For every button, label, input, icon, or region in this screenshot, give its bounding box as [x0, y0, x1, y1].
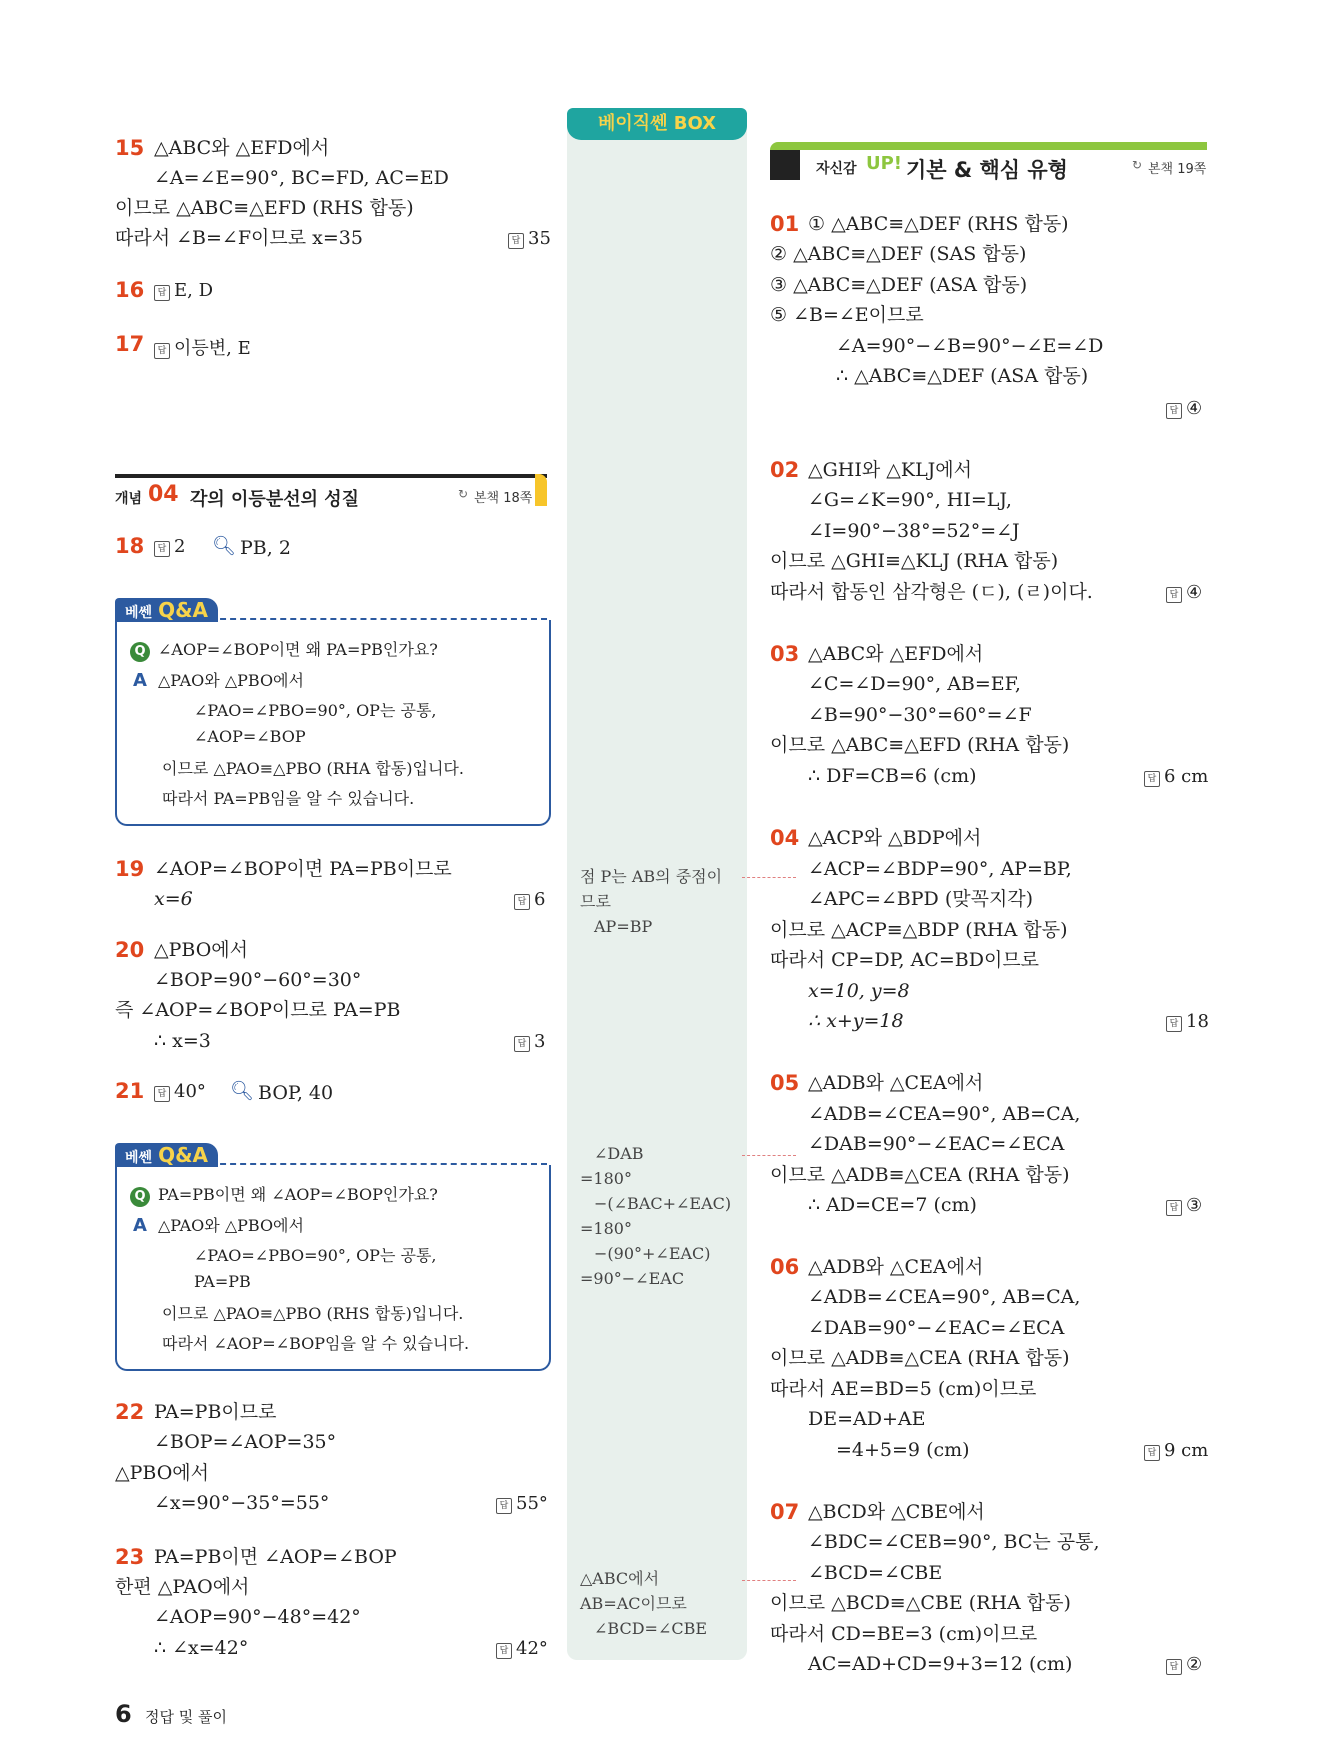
qa-question: Q PA=PB이면 왜 ∠AOP=∠BOP인가요?: [130, 1182, 438, 1207]
header-ref: 본책 19쪽: [1148, 162, 1207, 177]
qa-badge: 베쎈 Q&A: [115, 1143, 218, 1167]
answer: 답 6 cm: [1144, 766, 1208, 787]
hint: BOP, 40: [258, 1082, 334, 1104]
box-note-line: 므로: [580, 892, 611, 911]
solution-line: ∠ADB=∠CEA=90°, AB=CA,: [808, 1286, 1081, 1308]
qa-answer-line: A △PAO와 △PBO에서: [130, 1213, 304, 1236]
solution-line: △PBO에서: [115, 1462, 209, 1484]
concept-ref: 본책 18쪽: [474, 491, 533, 506]
answer: 답 2: [154, 536, 185, 557]
problem-number: 19: [115, 857, 145, 881]
answer-icon: 답: [1166, 1659, 1182, 1675]
answer-icon: 답: [496, 1498, 512, 1514]
problem-number: 22: [115, 1400, 145, 1424]
connector-line: [742, 1155, 796, 1156]
solution-line: ∴ △ABC≡△DEF (ASA 합동): [836, 365, 1089, 387]
qa-answer-line: ∠AOP=∠BOP: [194, 727, 306, 746]
a-icon: A: [133, 670, 147, 691]
box-note-line: △ABC에서: [580, 1569, 660, 1588]
solution-line: ⑤ ∠B=∠E이므로: [770, 304, 924, 326]
answer: 답 9 cm: [1144, 1440, 1208, 1461]
solution-line: x=10, y=8: [808, 980, 910, 1002]
solution-line: ② △ABC≡△DEF (SAS 합동): [770, 243, 1027, 265]
answer-icon: 답: [154, 343, 170, 359]
solution-line: AC=AD+CD=9+3=12 (cm): [808, 1653, 1073, 1675]
box-note-line: AB=AC이므로: [580, 1594, 687, 1613]
header-up: UP!: [866, 153, 903, 174]
solution-line: ∠BOP=90°−60°=30°: [154, 969, 362, 991]
qa-answer-line: 이므로 △PAO≡△PBO (RHA 합동)입니다.: [162, 759, 464, 778]
solution-line: ∠B=90°−30°=60°=∠F: [808, 704, 1032, 726]
problem-number: 15: [115, 136, 145, 160]
qa-answer-line: A △PAO와 △PBO에서: [130, 668, 304, 691]
answer: 답 ③: [1166, 1195, 1202, 1216]
solution-line: 따라서 CP=DP, AC=BD이므로: [770, 949, 1040, 971]
solution-line: ∠ADB=∠CEA=90°, AB=CA,: [808, 1103, 1081, 1125]
box-note-line: ∠BCD=∠CBE: [594, 1619, 708, 1638]
hint: PB, 2: [240, 537, 291, 559]
box-note-line: −(90°+∠EAC): [594, 1244, 711, 1263]
qa-answer-line: 따라서 ∠AOP=∠BOP임을 알 수 있습니다.: [162, 1334, 470, 1353]
box-note-line: ∠DAB: [594, 1144, 644, 1163]
solution-line: 따라서 합동인 삼각형은 (ㄷ), (ㄹ)이다.: [770, 581, 1093, 603]
problem-number: 18: [115, 534, 145, 558]
answer-icon: 답: [514, 894, 530, 910]
q-icon: Q: [130, 642, 150, 662]
solution-line: DE=AD+AE: [808, 1408, 926, 1430]
solution-line: ∠AOP=90°−48°=42°: [154, 1606, 361, 1628]
solution-line: PA=PB이므로: [154, 1401, 277, 1423]
answer-icon: 답: [1166, 587, 1182, 603]
header-small: 자신감: [816, 161, 857, 177]
answer-icon: 답: [1166, 1016, 1182, 1032]
solution-line: 이므로 △BCD≡△CBE (RHA 합동): [770, 1592, 1071, 1614]
answer: 답 18: [1166, 1011, 1209, 1032]
connector-line: [742, 1580, 796, 1581]
problem-number: 17: [115, 332, 145, 356]
solution-line: △BCD와 △CBE에서: [808, 1501, 985, 1523]
solution-line: ③ △ABC≡△DEF (ASA 합동): [770, 274, 1028, 296]
answer-icon: 답: [1166, 403, 1182, 419]
solution-line: ∠I=90°−38°=52°=∠J: [808, 520, 1020, 542]
solution-line: ∠C=∠D=90°, AB=EF,: [808, 673, 1021, 695]
answer-icon: 답: [514, 1036, 530, 1052]
solution-line: ∠BOP=∠AOP=35°: [154, 1431, 337, 1453]
solution-line: ∴ AD=CE=7 (cm): [808, 1194, 977, 1216]
answer: 답 ④: [1166, 582, 1202, 603]
solution-line: x=6: [154, 888, 193, 910]
solution-line: ∠ACP=∠BDP=90°, AP=BP,: [808, 858, 1072, 880]
box-title: 베이직쎈 BOX: [567, 108, 747, 140]
solution-line: △PBO에서: [154, 939, 248, 961]
concept-header-accent: [535, 474, 547, 506]
solution-line: △ABC와 △EFD에서: [808, 643, 984, 665]
solution-line: 따라서 AE=BD=5 (cm)이므로: [770, 1378, 1037, 1400]
solution-line: 따라서 ∠B=∠F이므로 x=35: [115, 227, 363, 249]
answer-icon: 답: [1144, 771, 1160, 787]
box-note-line: −(∠BAC+∠EAC): [594, 1194, 732, 1213]
solution-line: 이므로 △ADB≡△CEA (RHA 합동): [770, 1347, 1070, 1369]
problem-number: 03: [770, 642, 800, 666]
solution-line: ∠A=∠E=90°, BC=FD, AC=ED: [154, 167, 449, 189]
solution-line: △ABC와 △EFD에서: [154, 137, 330, 159]
solution-line: 즉 ∠AOP=∠BOP이므로 PA=PB: [115, 999, 401, 1021]
solution-line: △ADB와 △CEA에서: [808, 1072, 984, 1094]
qa-answer-line: ∠PAO=∠PBO=90°, OP는 공통,: [194, 1246, 437, 1265]
solution-line: 이므로 △ABC≡△EFD (RHS 합동): [115, 197, 414, 219]
solution-line: 이므로 △ADB≡△CEA (RHA 합동): [770, 1164, 1070, 1186]
answer-icon: 답: [496, 1643, 512, 1659]
box-note-line: =180°: [580, 1169, 632, 1188]
solution-line: ∠AOP=∠BOP이면 PA=PB이므로: [154, 858, 452, 880]
solution-line: ∠BCD=∠CBE: [808, 1562, 943, 1584]
answer: 답 6: [514, 889, 545, 910]
problem-number: 23: [115, 1545, 145, 1569]
qa-answer-line: PA=PB: [194, 1272, 251, 1291]
qa-question: Q ∠AOP=∠BOP이면 왜 PA=PB인가요?: [130, 637, 438, 662]
answer: 답 42°: [496, 1638, 548, 1659]
problem-number: 02: [770, 458, 800, 482]
solution-line: ∠DAB=90°−∠EAC=∠ECA: [808, 1317, 1065, 1339]
solution-line: =4+5=9 (cm): [836, 1439, 970, 1461]
problem-number: 06: [770, 1255, 800, 1279]
solution-line: ∴ x=3: [154, 1030, 211, 1052]
answer: 답 35: [508, 228, 551, 249]
answer-icon: 답: [154, 1086, 170, 1102]
solution-line: △GHI와 △KLJ에서: [808, 459, 973, 481]
problem-number: 20: [115, 938, 145, 962]
answer-icon: 답: [154, 541, 170, 557]
solution-line: ∠DAB=90°−∠EAC=∠ECA: [808, 1133, 1065, 1155]
page-number: 6: [115, 1700, 132, 1728]
problem-number: 07: [770, 1500, 800, 1524]
solution-line: 한편 △PAO에서: [115, 1576, 250, 1598]
solution-line: 이므로 △ABC≡△EFD (RHA 합동): [770, 734, 1070, 756]
section-header-bar: [770, 142, 1207, 150]
problem-number: 21: [115, 1079, 145, 1103]
qa-badge: 베쎈 Q&A: [115, 598, 218, 622]
box-note-line: =90°−∠EAC: [580, 1269, 685, 1288]
refresh-icon: ↻: [1132, 158, 1143, 172]
box-note-line: AP=BP: [594, 917, 653, 936]
section-header-block: [770, 150, 800, 180]
problem-number: 01: [770, 212, 800, 236]
magnifier-icon: 🔍︎: [212, 535, 237, 557]
box-note-line: =180°: [580, 1219, 632, 1238]
answer-icon: 답: [1166, 1200, 1182, 1216]
solution-line: 이므로 △GHI≡△KLJ (RHA 합동): [770, 550, 1059, 572]
refresh-icon: ↻: [458, 487, 469, 501]
solution-line: 이므로 △ACP≡△BDP (RHA 합동): [770, 919, 1068, 941]
solution-line: ① △ABC≡△DEF (RHS 합동): [808, 213, 1069, 235]
answer-icon: 답: [508, 233, 524, 249]
solution-line: ∠APC=∠BPD (맞꼭지각): [808, 888, 1034, 910]
header-title: 기본 & 핵심 유형: [906, 158, 1068, 182]
solution-line: ∴ ∠x=42°: [154, 1637, 249, 1659]
qa-answer-line: ∠PAO=∠PBO=90°, OP는 공통,: [194, 701, 437, 720]
answer: 답 ④: [1166, 398, 1202, 419]
qa-answer-line: 이므로 △PAO≡△PBO (RHS 합동)입니다.: [162, 1304, 464, 1323]
magnifier-icon: 🔍︎: [230, 1080, 255, 1102]
answer: 답 3: [514, 1031, 545, 1052]
solution-line: 따라서 CD=BE=3 (cm)이므로: [770, 1623, 1038, 1645]
answer: 답 이등변, E: [154, 334, 251, 360]
concept-header-topline: [115, 474, 547, 478]
answer: 답 55°: [496, 1493, 548, 1514]
answer: 답 E, D: [154, 280, 213, 301]
problem-number: 05: [770, 1071, 800, 1095]
q-icon: Q: [130, 1187, 150, 1207]
solution-line: ∠A=90°−∠B=90°−∠E=∠D: [836, 335, 1104, 357]
answer: 답 40°: [154, 1081, 206, 1102]
solution-line: ∠G=∠K=90°, HI=LJ,: [808, 489, 1012, 511]
a-icon: A: [133, 1215, 147, 1236]
concept-label: 개념: [115, 491, 143, 507]
solution-line: ∠BDC=∠CEB=90°, BC는 공통,: [808, 1531, 1100, 1553]
answer-icon: 답: [1144, 1445, 1160, 1461]
solution-line: △ADB와 △CEA에서: [808, 1256, 984, 1278]
solution-line: ∠x=90°−35°=55°: [154, 1492, 330, 1514]
connector-line: [742, 877, 796, 878]
solution-line: ∴ DF=CB=6 (cm): [808, 765, 977, 787]
qa-answer-line: 따라서 PA=PB임을 알 수 있습니다.: [162, 789, 415, 808]
concept-number: 04: [148, 482, 179, 507]
solution-line: △ACP와 △BDP에서: [808, 827, 982, 849]
solution-line: PA=PB이면 ∠AOP=∠BOP: [154, 1546, 397, 1568]
answer: 답 ②: [1166, 1654, 1202, 1675]
footer-text: 정답 및 풀이: [145, 1708, 227, 1726]
answer-icon: 답: [154, 285, 170, 301]
concept-title: 각의 이등분선의 성질: [190, 489, 360, 510]
box-note-line: 점 P는 AB의 중점이: [580, 867, 723, 886]
problem-number: 04: [770, 826, 800, 850]
problem-number: 16: [115, 278, 145, 302]
solution-line: ∴ x+y=18: [808, 1010, 904, 1032]
